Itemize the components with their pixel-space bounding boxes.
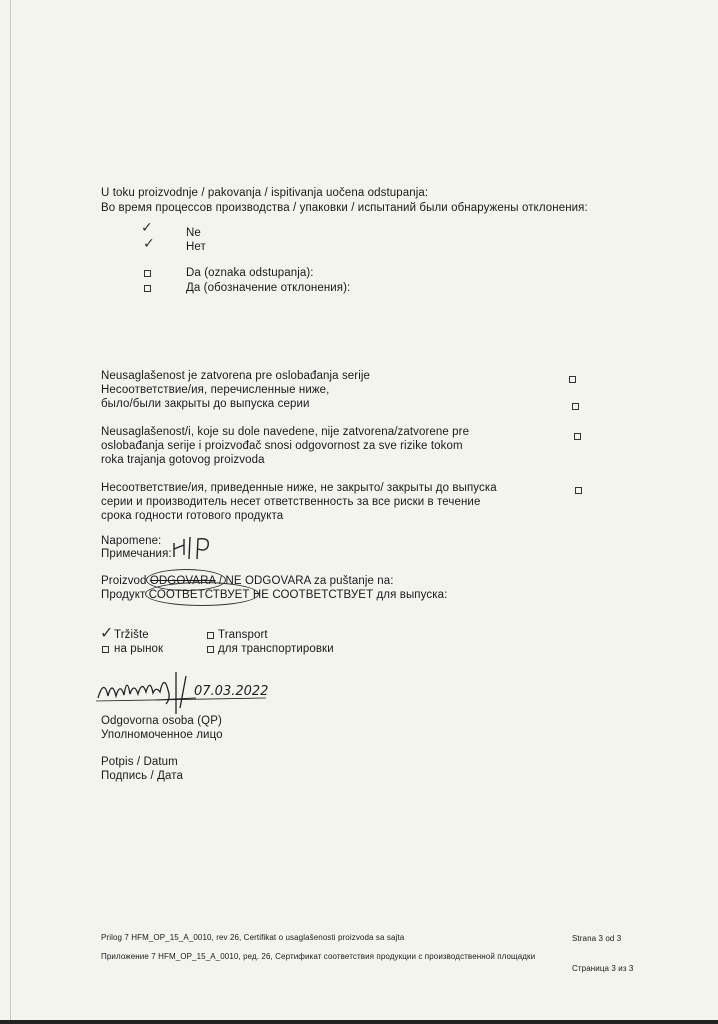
release-option-yes-ru: СООТВЕТСТВУЕТ xyxy=(148,589,250,601)
scan-border xyxy=(0,1020,718,1024)
transport-label-sr: Transport xyxy=(218,629,268,641)
notclosed-ru-line-1: Несоответствие/ия, приведенные ниже, не закрыто/ закрыты до выпуска xyxy=(101,482,497,494)
handwritten-signature-date xyxy=(96,668,271,716)
option-yes-ru: Да (обозначение отклонения): xyxy=(186,282,351,294)
release-rest-ru: НЕ СООТВЕТСТВУЕТ для выпуска: xyxy=(249,589,448,601)
transport-label-ru: для транспортировки xyxy=(218,643,334,655)
responsible-person-sr: Odgovorna osoba (QP) xyxy=(101,715,222,727)
closed-line-1: Neusaglašenost je zatvorena pre oslobađanja serije xyxy=(101,370,371,382)
release-prefix-ru: Продукт xyxy=(101,589,149,601)
release-option-yes-sr: ODGOVARA xyxy=(149,575,216,587)
notclosed-sr-line-2: oslobađanja serije i proizvođač snosi odgovornost za sve rizike tokom xyxy=(101,440,463,452)
release-rest-sr: / NE ODGOVARA za puštanje na: xyxy=(215,575,394,587)
checkbox-yes-ru[interactable] xyxy=(144,285,151,292)
checkmark-icon: ✓ xyxy=(100,623,114,642)
option-yes-sr: Da (oznaka odstupanja): xyxy=(186,267,314,279)
circle-mark xyxy=(145,582,259,606)
sign-date-label-ru: Подпись / Дата xyxy=(101,770,183,782)
footer-page-sr: Strana 3 od 3 xyxy=(572,934,622,943)
deviation-question-ru: Во время процессов производства / упаковки / испытаний были обнаружены отклонения: xyxy=(101,202,588,214)
remarks-label-sr: Napomene: xyxy=(101,535,162,547)
checkmark-icon: ✓ xyxy=(141,220,153,236)
checkbox-market-ru[interactable] xyxy=(102,646,109,653)
notclosed-ru-line-2: серии и производитель несет ответственность за все риски в течение xyxy=(101,496,481,508)
checkmark-icon: ✓ xyxy=(143,236,155,252)
market-label-ru: на рынок xyxy=(114,643,164,655)
responsible-person-ru: Уполномоченное лицо xyxy=(101,729,223,741)
option-no-sr: Ne xyxy=(186,227,201,239)
checkbox-notclosed-sr[interactable] xyxy=(574,433,581,440)
notclosed-sr-line-3: roka trajanja gotovog proizvoda xyxy=(101,454,265,466)
checkbox-notclosed-ru[interactable] xyxy=(575,487,582,494)
footer-page-ru: Страница 3 из 3 xyxy=(572,964,634,973)
checkbox-closed-sr[interactable] xyxy=(569,376,576,383)
checkbox-yes-sr[interactable] xyxy=(144,270,151,277)
handwritten-remark-np xyxy=(170,535,220,561)
closed-line-3: было/были закрыты до выпуска серии xyxy=(101,398,310,410)
deviation-question-sr: U toku proizvodnje / pakovanja / ispitivanja uočena odstupanja: xyxy=(101,187,429,199)
checkbox-transport-ru[interactable] xyxy=(207,646,214,653)
remarks-label-ru: Примечания: xyxy=(101,548,172,560)
closed-line-2: Несоответствие/ия, перечисленные ниже, xyxy=(101,384,330,396)
checkbox-closed-ru[interactable] xyxy=(572,403,579,410)
market-label-sr: Tržište xyxy=(114,629,149,641)
page-edge xyxy=(10,0,11,1020)
checkbox-transport-sr[interactable] xyxy=(207,632,214,639)
release-prefix-sr: Proizvod xyxy=(101,575,150,587)
handwritten-date: 07.03.2022 xyxy=(194,684,269,699)
footer-attachment-ru: Приложение 7 HFM_OP_15_A_0010, ред. 26, Сертификат соответствия продукции с производственной площадки xyxy=(101,952,536,961)
option-no-ru: Нет xyxy=(186,241,206,253)
notclosed-ru-line-3: срока годности готового продукта xyxy=(101,510,284,522)
sign-date-label-sr: Potpis / Datum xyxy=(101,756,178,768)
footer-attachment-sr: Prilog 7 HFM_OP_15_A_0010, rev 26, Certifikat o usaglašenosti proizvoda sa sajta xyxy=(101,933,405,942)
notclosed-sr-line-1: Neusaglašenost/i, koje su dole navedene, nije zatvorena/zatvorene pre xyxy=(101,426,470,438)
